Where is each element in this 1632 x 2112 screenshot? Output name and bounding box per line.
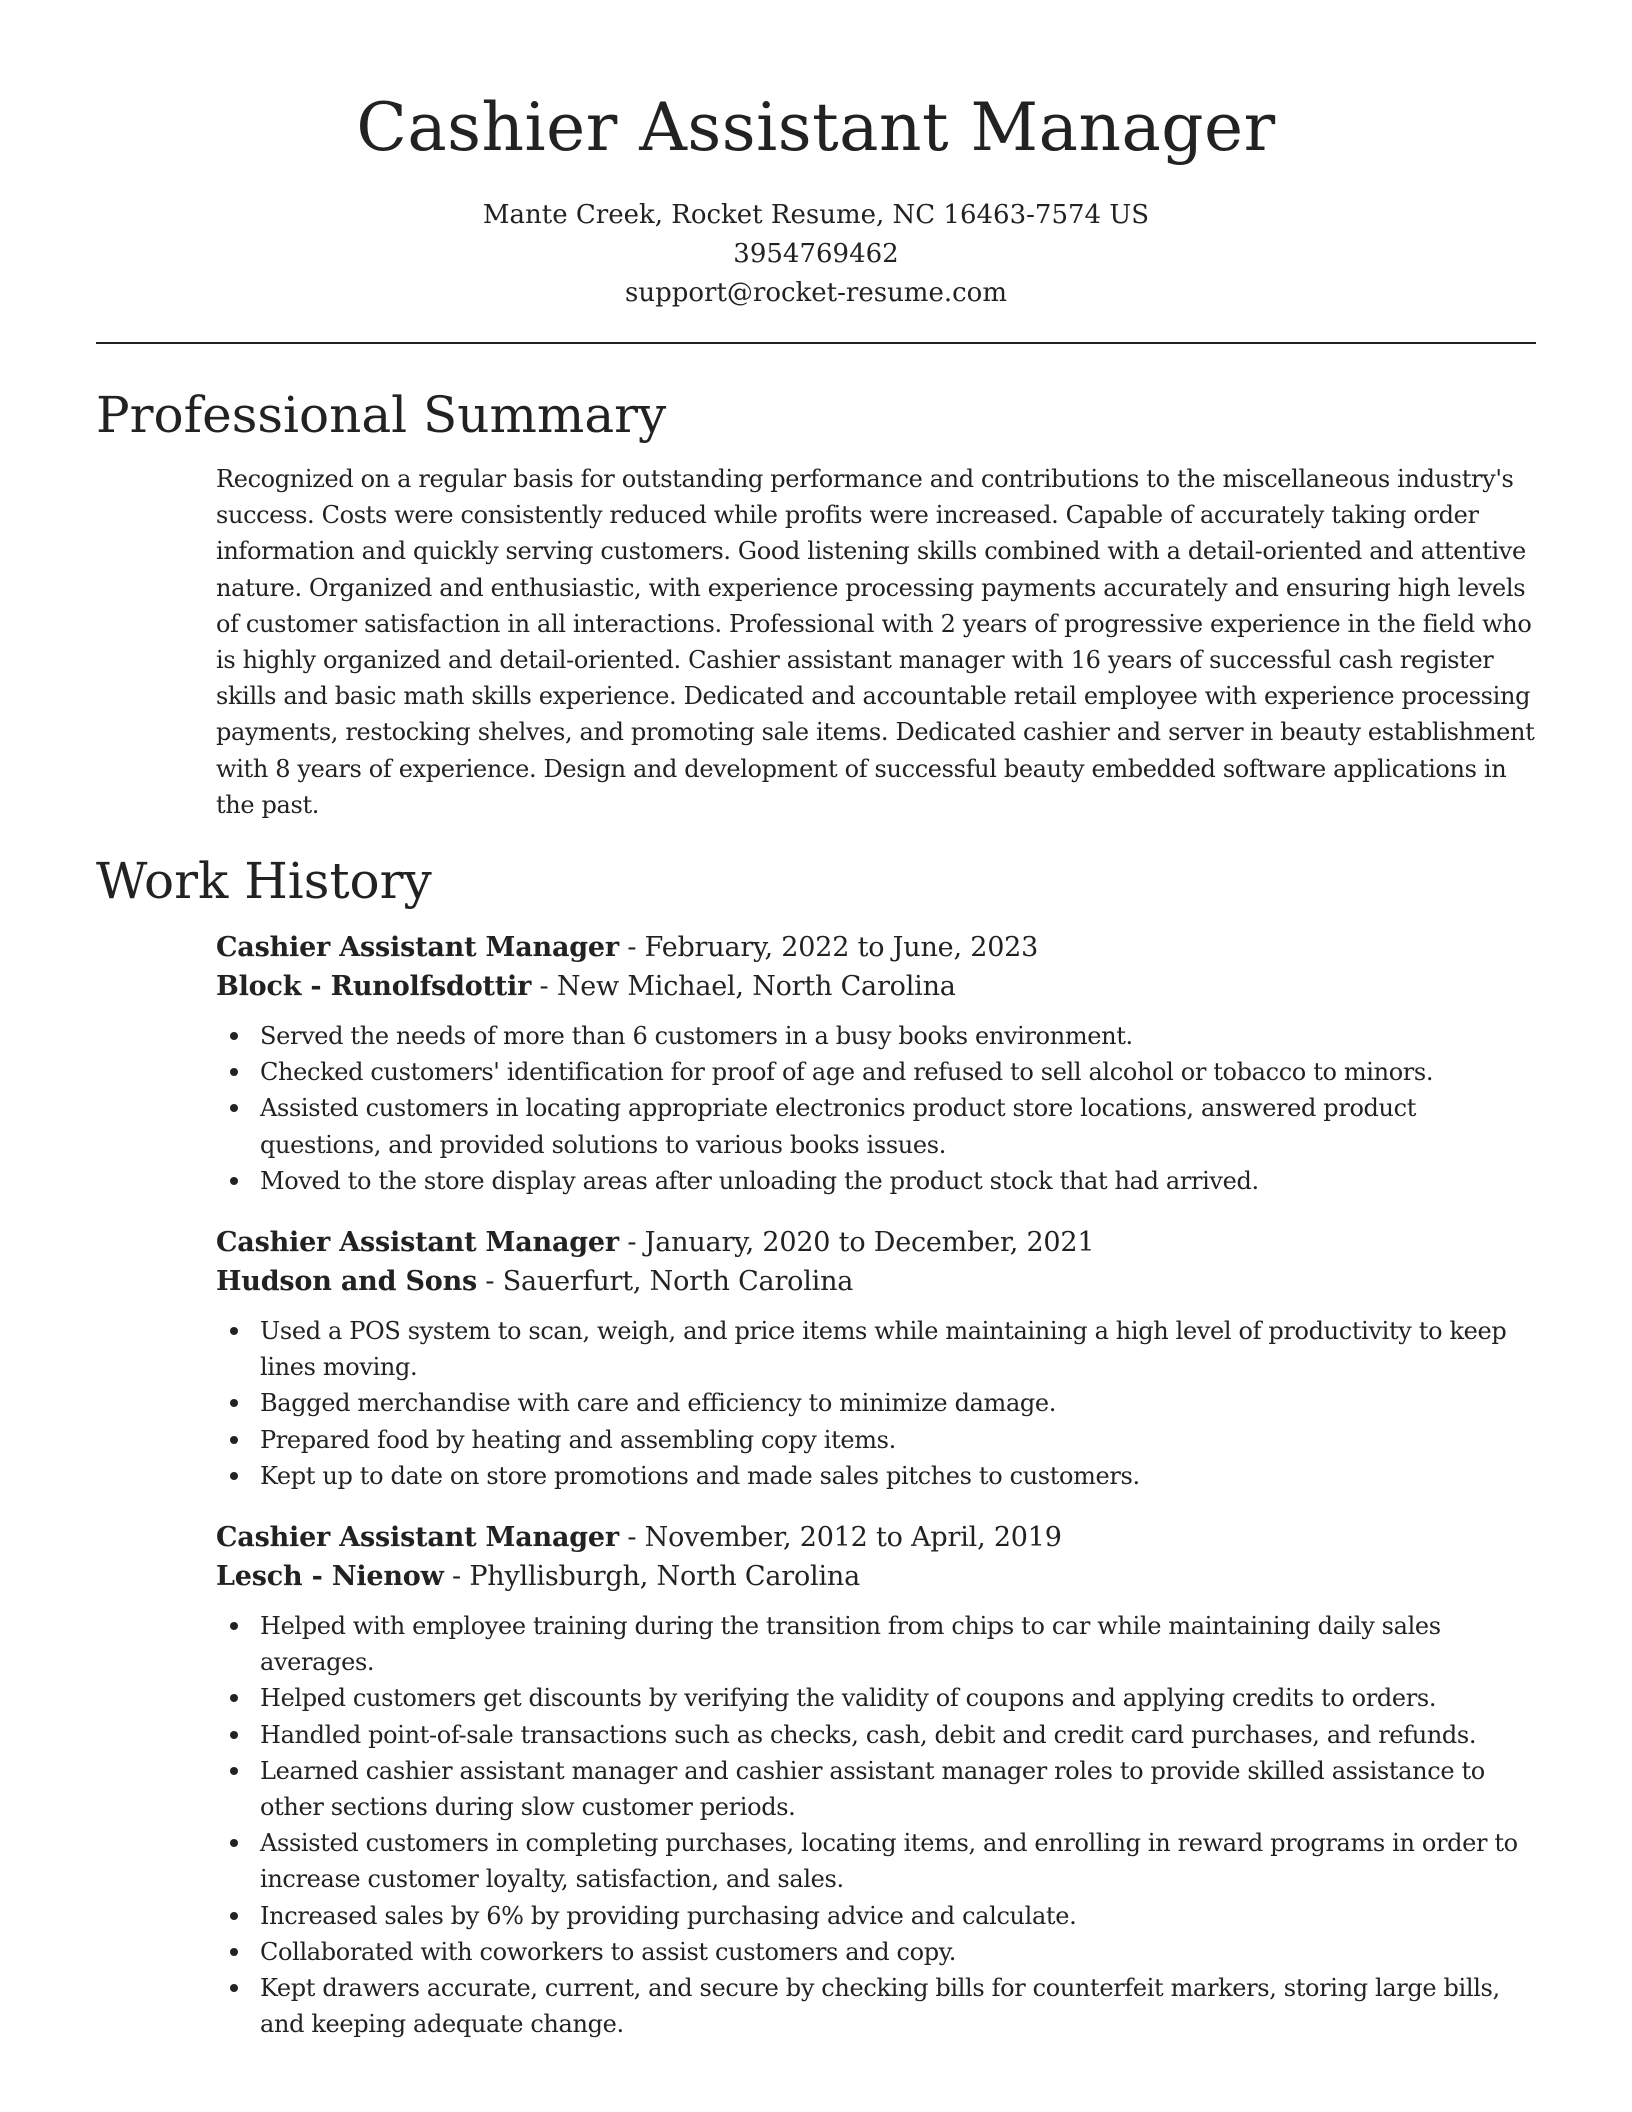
job-role: Cashier Assistant Manager [216,1522,619,1554]
bullet-icon [230,1436,238,1444]
bullet-icon [230,1839,238,1847]
header-divider [96,342,1536,344]
duty-text: Served the needs of more than 6 customers in a busy books environment. [260,1022,1133,1050]
job-title-line [216,1518,1536,1557]
duty-text: Increased sales by 6% by providing purchasing advice and calculate. [260,1901,1077,1930]
duty-text: Moved to the store display areas after unloading the product stock that had arrived. [260,1166,1259,1195]
contact-block [0,196,1632,313]
job-dates: - January, 2020 to December, 2021 [618,1227,1095,1259]
duty-item [216,1018,1536,1054]
bullet-icon [230,1767,238,1775]
duty-item [216,1680,1536,1716]
job-company: Hudson and Sons [216,1266,478,1298]
duty-text: Collaborated with coworkers to assist customers and copy. [260,1937,957,1966]
job-entry [216,1223,1536,1494]
duty-item [216,1898,1536,1934]
job-location: - Sauerfurt, North Carolina [477,1266,854,1298]
job-title-line [216,928,1536,967]
bullet-icon [230,1731,238,1739]
job-company-line [216,1557,1536,1596]
job-duties [216,1313,1536,1494]
duty-text: Helped customers get discounts by verifying the validity of coupons and applying credits to orders. [260,1684,1437,1713]
bullet-icon [230,1327,238,1335]
email-text: support@rocket-resume.com [624,278,1007,308]
duty-text: Bagged merchandise with care and efficiency to minimize damage. [260,1389,1057,1418]
job-dates: - November, 2012 to April, 2019 [618,1522,1062,1554]
job-location: - Phyllisburgh, North Carolina [443,1561,861,1593]
duty-item [216,1422,1536,1458]
job-company: Block - Runolfsdottir [216,971,532,1002]
work-history-heading: Work History [96,852,432,910]
duty-text: Kept drawers accurate, current, and secure by checking bills for counterfeit markers, storing large bills, and keeping adequate change. [260,1974,1500,2039]
duty-item [216,1970,1536,2042]
summary-heading: Professional Summary [96,386,667,444]
duty-text: Assisted customers in completing purchases, locating items, and enrolling in reward programs in order to increase customer loyalty, satisfaction, and sales. [260,1829,1518,1894]
duty-item [216,1825,1536,1897]
address-text: Mante Creek, Rocket Resume, NC 16463-7574 US [482,200,1150,230]
duty-text: Learned cashier assistant manager and cashier assistant manager roles to provide skilled assistance to other sections during slow customer periods. [260,1756,1485,1822]
job-entry [216,1518,1536,2042]
duty-item [216,1313,1536,1385]
duty-item [216,1385,1536,1421]
duty-item [216,1753,1536,1825]
bullet-icon [230,1032,238,1040]
duty-text: Handled point-of-sale transactions such as checks, cash, debit and credit card purchases, and refunds. [260,1720,1477,1749]
duty-text: Used a POS system to scan, weigh, and price items while maintaining a high level of productivity to keep lines moving. [260,1317,1507,1382]
job-dates: - February, 2022 to June, 2023 [618,932,1039,963]
job-location: - New Michael, North Carolina [531,971,956,1002]
job-company: Lesch - Nienow [216,1561,444,1593]
duty-text: Kept up to date on store promotions and made sales pitches to customers. [260,1461,1140,1490]
job-title-line [216,1223,1536,1262]
bullet-icon [230,1472,238,1480]
job-company-line [216,967,1536,1006]
duty-text: Helped with employee training during the transition from chips to car while maintaining daily sales averages. [260,1612,1441,1677]
duty-item [216,1458,1536,1494]
job-role: Cashier Assistant Manager [216,1227,619,1259]
bullet-icon [230,1177,238,1185]
candidate-name: Cashier Assistant Manager [356,89,1276,166]
bullet-icon [230,1912,238,1920]
job-duties [216,1608,1536,2042]
job-list [216,928,1536,2066]
job-company-line [216,1262,1536,1301]
job-entry [216,928,1536,1199]
duty-item [216,1163,1536,1199]
duty-text: Prepared food by heating and assembling copy items. [260,1425,896,1454]
summary-text: Recognized on a regular basis for outstanding performance and contributions to the miscellaneous industry's success. Costs were consistently reduced while profits were increased. Capable of accurately taking order information and quickly serving customers. Good listening skills combined with a detail-oriented and attentive nature. Organized and enthusiastic, with experience processing payments accurately and ensuring high levels of customer satisfaction in all interactions. Professional with 2 years of progressive experience in the field who is highly organized and detail-oriented. Cashier assistant manager with 16 years of successful cash register skills and basic math skills experience. Dedicated and accountable retail employee with experience processing payments, restocking shelves, and promoting sale items. Dedicated cashier and server in beauty establishment with 8 years of experience. Design and development of successful beauty embedded software applications in the past. [216,465,1535,819]
bullet-icon [230,1984,238,1992]
duty-text: Checked customers' identification for proof of age and refused to sell alcohol or tobacco to minors. [260,1058,1434,1087]
bullet-icon [230,1948,238,1956]
duty-text: Assisted customers in locating appropriate electronics product store locations, answered product questions, and provided solutions to various books issues. [260,1094,1417,1159]
duty-item [216,1054,1536,1090]
job-duties [216,1018,1536,1199]
bullet-icon [230,1694,238,1702]
duty-item [216,1608,1536,1680]
phone-text: 3954769462 [733,239,899,269]
job-role: Cashier Assistant Manager [216,932,619,963]
resume-header [0,0,1632,313]
duty-item [216,1090,1536,1162]
duty-item [216,1934,1536,1970]
bullet-icon [230,1104,238,1112]
bullet-icon [230,1622,238,1630]
bullet-icon [230,1399,238,1407]
bullet-icon [230,1068,238,1076]
duty-item [216,1717,1536,1753]
